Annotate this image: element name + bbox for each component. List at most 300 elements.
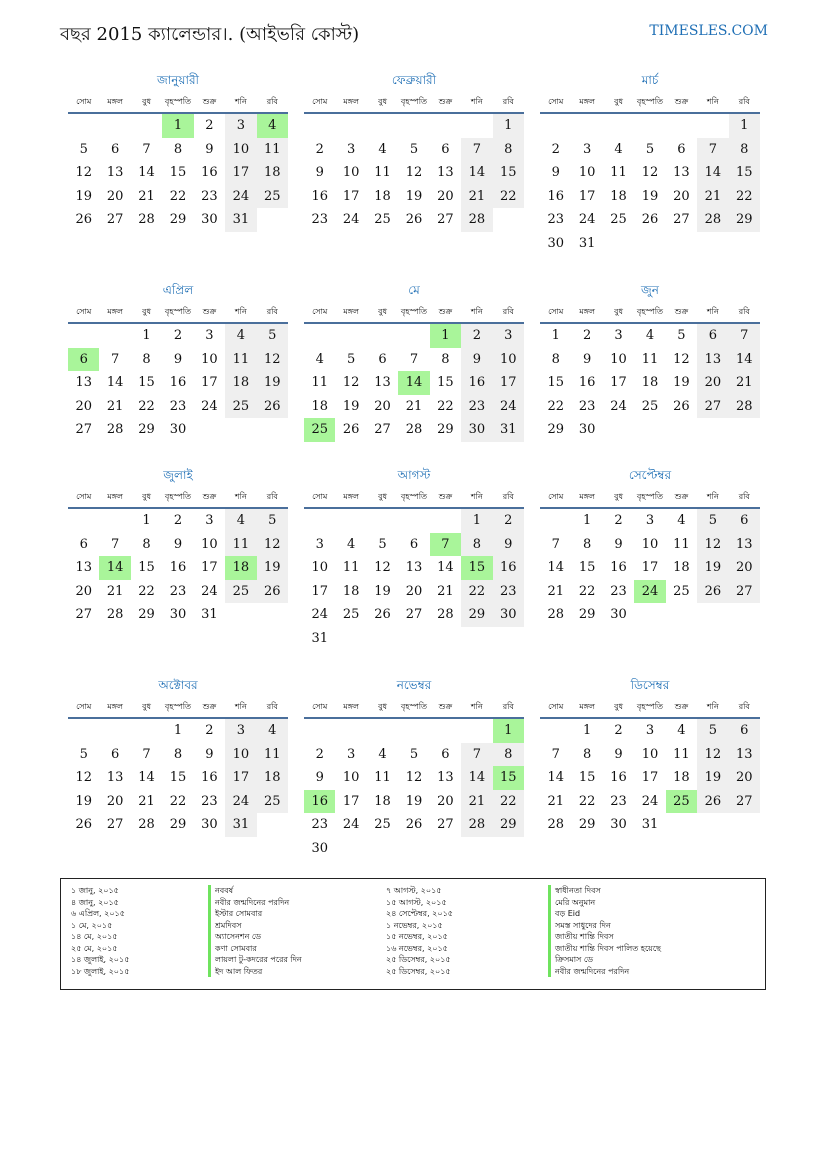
month-calendar bbox=[304, 463, 524, 650]
weekday-label: সোম bbox=[548, 702, 564, 711]
day-cell: 16 bbox=[311, 188, 328, 204]
day-cell: 5 bbox=[645, 141, 655, 157]
weekday-label: রবি bbox=[738, 307, 750, 316]
day-cell: 18 bbox=[641, 375, 659, 390]
weekday-label: শুক্র bbox=[674, 307, 689, 316]
day-cell: 28 bbox=[729, 395, 760, 419]
day-cell: 8 bbox=[582, 746, 592, 762]
day-cell: 25 bbox=[374, 817, 391, 832]
holiday-legend bbox=[60, 878, 766, 990]
weekday-label: শুক্র bbox=[438, 97, 453, 106]
empty-cell bbox=[697, 114, 728, 138]
day-cell: 7 bbox=[697, 138, 728, 162]
day-cell: 14 bbox=[138, 770, 155, 785]
day-cell: 4 bbox=[257, 719, 288, 743]
day-cell: 12 bbox=[673, 351, 690, 367]
empty-cell bbox=[367, 719, 398, 743]
empty-cell bbox=[335, 509, 366, 533]
weekday-label: শনি bbox=[470, 492, 483, 501]
holiday-day-cell: 7 bbox=[430, 533, 461, 557]
empty-cell bbox=[99, 324, 130, 348]
day-cell: 9 bbox=[614, 536, 623, 552]
weekday-label: শুক্র bbox=[202, 307, 217, 316]
day-cell: 30 bbox=[311, 840, 328, 856]
day-cell: 10 bbox=[201, 351, 218, 367]
holiday-date: ১ নভেম্বর, ২০১৫ bbox=[386, 920, 443, 930]
empty-cell bbox=[398, 509, 429, 533]
weekday-label: বুধ bbox=[378, 97, 388, 106]
day-cell: 7 bbox=[409, 351, 419, 367]
weekday-label: বুধ bbox=[614, 702, 624, 711]
day-cell: 18 bbox=[673, 770, 690, 785]
day-cell: 27 bbox=[437, 817, 454, 832]
day-cell: 28 bbox=[138, 212, 155, 227]
day-cell: 10 bbox=[311, 560, 328, 575]
day-cell: 7 bbox=[461, 138, 492, 162]
day-cell: 15 bbox=[169, 770, 187, 785]
weekday-label: বৃহস্পতি bbox=[400, 492, 428, 501]
day-cell: 21 bbox=[405, 398, 423, 414]
weekday-label: শুক্র bbox=[674, 702, 689, 711]
day-cell: 18 bbox=[225, 371, 256, 395]
day-cell: 17 bbox=[311, 583, 328, 599]
weekday-label: বৃহস্পতি bbox=[164, 307, 192, 316]
empty-cell bbox=[398, 114, 429, 138]
day-cell: 8 bbox=[493, 138, 524, 162]
day-cell: 28 bbox=[106, 607, 124, 622]
weekday-label: বৃহস্পতি bbox=[636, 492, 664, 501]
day-cell: 10 bbox=[225, 743, 256, 767]
weekday-label: বুধ bbox=[378, 492, 388, 501]
holiday-date: ১৮ জুলাই, ২০১৫ bbox=[71, 966, 130, 976]
month-name: অক্টোবর bbox=[158, 678, 198, 692]
day-cell: 15 bbox=[578, 560, 596, 575]
weekday-header bbox=[540, 487, 760, 509]
day-cell: 12 bbox=[257, 348, 288, 372]
weekday-header bbox=[68, 302, 288, 324]
holiday-date: ১ জানু, ২০১৫ bbox=[71, 886, 119, 895]
day-cell: 11 bbox=[673, 536, 690, 552]
holiday-day-cell: 1 bbox=[162, 114, 193, 138]
day-cell: 1 bbox=[729, 114, 760, 138]
day-cell: 17 bbox=[610, 375, 627, 390]
day-cell: 20 bbox=[106, 188, 124, 204]
weekday-label: মঙ্গল bbox=[579, 702, 595, 711]
day-cell: 26 bbox=[405, 817, 423, 832]
day-cell: 12 bbox=[75, 165, 92, 180]
day-cell: 13 bbox=[729, 533, 760, 557]
day-cell: 2 bbox=[461, 324, 492, 348]
day-cell: 1 bbox=[582, 513, 592, 528]
day-cell: 5 bbox=[257, 324, 288, 348]
empty-cell bbox=[540, 719, 571, 743]
weekday-label: শনি bbox=[470, 97, 483, 106]
day-cell: 7 bbox=[551, 536, 560, 552]
weekday-label: মঙ্গল bbox=[107, 97, 123, 106]
day-cell: 13 bbox=[374, 375, 391, 390]
day-cell: 29 bbox=[493, 813, 524, 837]
day-cell: 30 bbox=[169, 422, 187, 437]
day-cell: 20 bbox=[374, 398, 391, 414]
day-cell: 7 bbox=[729, 324, 760, 348]
month-calendar bbox=[540, 463, 760, 627]
empty-cell bbox=[540, 114, 571, 138]
day-cell: 11 bbox=[673, 746, 690, 762]
day-cell: 26 bbox=[697, 580, 728, 604]
day-cell: 23 bbox=[169, 398, 187, 414]
day-cell: 5 bbox=[79, 746, 88, 762]
day-grid bbox=[304, 509, 524, 650]
weekday-label: রবি bbox=[266, 702, 278, 711]
day-cell: 9 bbox=[614, 746, 623, 762]
month-calendar bbox=[68, 673, 288, 837]
day-cell: 6 bbox=[441, 746, 450, 762]
day-cell: 9 bbox=[493, 533, 524, 557]
month-calendar bbox=[540, 68, 760, 255]
day-cell: 27 bbox=[697, 395, 728, 419]
month-name: জুন bbox=[641, 283, 659, 297]
holiday-name: স্বাধীনতা দিবস bbox=[548, 885, 661, 897]
day-cell: 9 bbox=[582, 351, 592, 367]
day-cell: 2 bbox=[315, 746, 324, 762]
site-link[interactable]: TIMESLES.COM bbox=[649, 23, 768, 39]
day-cell: 30 bbox=[461, 418, 492, 442]
day-cell: 22 bbox=[547, 398, 564, 414]
weekday-label: বুধ bbox=[614, 97, 624, 106]
weekday-label: বুধ bbox=[142, 307, 152, 316]
weekday-header bbox=[540, 302, 760, 324]
day-cell: 17 bbox=[641, 770, 659, 785]
day-cell: 4 bbox=[645, 328, 655, 343]
month-name: ফেব্রুয়ারী bbox=[391, 73, 437, 87]
day-cell: 24 bbox=[225, 185, 256, 209]
day-cell: 14 bbox=[437, 560, 454, 575]
holiday-date: ১ মে, ২০১৫ bbox=[71, 920, 113, 930]
day-cell: 31 bbox=[201, 607, 218, 622]
day-cell: 16 bbox=[547, 188, 564, 204]
holiday-day-cell: 15 bbox=[461, 556, 492, 580]
day-cell: 10 bbox=[641, 536, 659, 552]
weekday-label: মঙ্গল bbox=[107, 492, 123, 501]
weekday-label: মঙ্গল bbox=[343, 307, 359, 316]
day-cell: 2 bbox=[173, 513, 183, 528]
day-cell: 12 bbox=[697, 743, 728, 767]
day-cell: 16 bbox=[201, 770, 218, 785]
day-cell: 25 bbox=[257, 790, 288, 814]
day-cell: 11 bbox=[257, 743, 288, 767]
day-cell: 11 bbox=[257, 138, 288, 162]
weekday-label: মঙ্গল bbox=[107, 702, 123, 711]
weekday-label: রবি bbox=[266, 492, 278, 501]
day-cell: 24 bbox=[610, 398, 627, 414]
day-cell: 5 bbox=[79, 141, 88, 157]
day-cell: 28 bbox=[138, 817, 155, 832]
empty-cell bbox=[367, 509, 398, 533]
holiday-date: ১৬ নভেম্বর, ২০১৫ bbox=[386, 943, 448, 953]
day-cell: 8 bbox=[551, 351, 560, 367]
day-cell: 18 bbox=[311, 398, 328, 414]
day-cell: 30 bbox=[578, 422, 596, 437]
day-cell: 5 bbox=[697, 509, 728, 533]
day-cell: 22 bbox=[729, 185, 760, 209]
weekday-label: মঙ্গল bbox=[343, 492, 359, 501]
day-cell: 28 bbox=[547, 817, 564, 832]
weekday-header bbox=[304, 302, 524, 324]
day-cell: 23 bbox=[493, 580, 524, 604]
month-name: জুলাই bbox=[163, 468, 193, 482]
day-grid bbox=[540, 114, 760, 255]
day-cell: 14 bbox=[138, 165, 155, 180]
holiday-name: বড় Eid bbox=[548, 908, 661, 920]
empty-cell bbox=[68, 719, 99, 743]
day-cell: 10 bbox=[610, 351, 627, 367]
day-cell: 26 bbox=[257, 580, 288, 604]
day-cell: 21 bbox=[461, 185, 492, 209]
day-cell: 4 bbox=[677, 723, 686, 738]
day-cell: 16 bbox=[578, 375, 596, 390]
holiday-name: নবীর জন্মদিনের পরদিন bbox=[208, 897, 302, 909]
weekday-label: শনি bbox=[234, 702, 247, 711]
day-cell: 20 bbox=[106, 793, 124, 809]
weekday-label: বুধ bbox=[614, 492, 624, 501]
holiday-day-cell: 14 bbox=[99, 556, 130, 580]
day-cell: 22 bbox=[138, 583, 155, 599]
day-cell: 13 bbox=[673, 165, 690, 180]
day-cell: 23 bbox=[201, 793, 218, 809]
month-calendar bbox=[540, 278, 760, 442]
day-cell: 27 bbox=[729, 580, 760, 604]
day-cell: 24 bbox=[342, 212, 360, 227]
day-grid bbox=[68, 719, 288, 837]
month-name: সেপ্টেম্বর bbox=[628, 468, 672, 482]
holiday-day-cell: 1 bbox=[430, 324, 461, 348]
day-cell: 29 bbox=[169, 212, 187, 227]
empty-cell bbox=[99, 509, 130, 533]
empty-cell bbox=[68, 509, 99, 533]
day-cell: 27 bbox=[729, 790, 760, 814]
month-name: জানুয়ারী bbox=[157, 73, 199, 87]
holiday-name: নবীর জন্মদিনের পরদিন bbox=[548, 966, 661, 978]
month-name: আগস্ট bbox=[397, 468, 431, 482]
day-cell: 29 bbox=[578, 817, 596, 832]
day-cell: 9 bbox=[173, 351, 183, 367]
day-cell: 14 bbox=[547, 770, 564, 785]
empty-cell bbox=[131, 114, 162, 138]
day-cell: 13 bbox=[437, 165, 454, 180]
day-cell: 14 bbox=[461, 766, 492, 790]
day-cell: 10 bbox=[493, 348, 524, 372]
day-cell: 25 bbox=[225, 395, 256, 419]
day-cell: 24 bbox=[201, 398, 218, 414]
day-cell: 23 bbox=[610, 793, 627, 809]
day-cell: 26 bbox=[641, 212, 659, 227]
day-cell: 27 bbox=[374, 422, 391, 437]
day-cell: 4 bbox=[346, 536, 356, 552]
day-cell: 5 bbox=[677, 328, 686, 343]
day-cell: 6 bbox=[110, 141, 120, 157]
day-cell: 19 bbox=[641, 188, 659, 204]
day-cell: 14 bbox=[461, 161, 492, 185]
day-cell: 2 bbox=[205, 723, 214, 738]
day-cell: 24 bbox=[493, 395, 524, 419]
day-cell: 19 bbox=[75, 793, 92, 809]
holiday-name: সমস্ত সাধুদের দিন bbox=[548, 920, 661, 932]
weekday-label: বুধ bbox=[614, 307, 624, 316]
day-cell: 9 bbox=[315, 165, 324, 180]
weekday-label: শুক্র bbox=[438, 307, 453, 316]
holiday-date: ২৫ ডিসেম্বর, ২০১৫ bbox=[386, 955, 451, 964]
day-cell: 6 bbox=[677, 141, 686, 157]
day-cell: 8 bbox=[441, 351, 450, 367]
month-calendar bbox=[540, 673, 760, 837]
day-cell: 19 bbox=[673, 375, 690, 390]
day-cell: 7 bbox=[461, 743, 492, 767]
month-calendar bbox=[304, 673, 524, 860]
weekday-label: শুক্র bbox=[202, 702, 217, 711]
month-name: মে bbox=[408, 283, 420, 297]
weekday-label: বৃহস্পতি bbox=[164, 97, 192, 106]
holiday-date: ২৫ মে, ২০১৫ bbox=[71, 943, 118, 953]
day-cell: 25 bbox=[610, 212, 627, 227]
holiday-name: ক্রিসমাস ডে bbox=[548, 954, 661, 966]
weekday-label: মঙ্গল bbox=[579, 307, 595, 316]
day-cell: 5 bbox=[409, 746, 419, 762]
day-grid bbox=[304, 719, 524, 860]
day-cell: 6 bbox=[729, 719, 760, 743]
empty-cell bbox=[335, 719, 366, 743]
weekday-header bbox=[304, 92, 524, 114]
day-cell: 12 bbox=[641, 165, 659, 180]
holiday-name: শ্রমদিবস bbox=[208, 920, 302, 932]
day-cell: 28 bbox=[461, 813, 492, 837]
day-cell: 22 bbox=[169, 188, 187, 204]
day-cell: 3 bbox=[225, 719, 256, 743]
empty-cell bbox=[461, 719, 492, 743]
day-cell: 18 bbox=[257, 161, 288, 185]
empty-cell bbox=[430, 719, 461, 743]
day-cell: 23 bbox=[311, 212, 328, 227]
empty-cell bbox=[131, 719, 162, 743]
day-cell: 10 bbox=[641, 746, 659, 762]
weekday-label: বুধ bbox=[142, 492, 152, 501]
day-cell: 29 bbox=[461, 603, 492, 627]
day-cell: 20 bbox=[729, 556, 760, 580]
day-cell: 7 bbox=[110, 536, 120, 552]
day-cell: 16 bbox=[169, 560, 187, 575]
day-cell: 4 bbox=[225, 324, 256, 348]
day-cell: 11 bbox=[225, 348, 256, 372]
day-cell: 27 bbox=[75, 422, 92, 437]
weekday-label: সোম bbox=[312, 97, 328, 106]
day-cell: 7 bbox=[142, 746, 151, 762]
day-cell: 2 bbox=[614, 723, 623, 738]
empty-cell bbox=[634, 114, 665, 138]
day-cell: 17 bbox=[641, 560, 659, 575]
weekday-label: রবি bbox=[738, 702, 750, 711]
day-cell: 12 bbox=[697, 533, 728, 557]
day-cell: 22 bbox=[138, 398, 155, 414]
weekday-label: মঙ্গল bbox=[579, 492, 595, 501]
weekday-label: মঙ্গল bbox=[107, 307, 123, 316]
day-cell: 19 bbox=[697, 766, 728, 790]
day-cell: 27 bbox=[437, 212, 454, 227]
empty-cell bbox=[367, 324, 398, 348]
day-cell: 31 bbox=[225, 208, 256, 232]
weekday-label: বৃহস্পতি bbox=[164, 492, 192, 501]
day-grid bbox=[540, 719, 760, 837]
weekday-label: শুক্র bbox=[674, 97, 689, 106]
day-cell: 22 bbox=[461, 580, 492, 604]
empty-cell bbox=[666, 114, 697, 138]
day-cell: 11 bbox=[311, 375, 328, 390]
day-cell: 8 bbox=[729, 138, 760, 162]
weekday-label: শনি bbox=[706, 97, 719, 106]
empty-cell bbox=[68, 324, 99, 348]
day-cell: 12 bbox=[342, 375, 360, 390]
holiday-day-cell: 18 bbox=[225, 556, 256, 580]
empty-cell bbox=[430, 114, 461, 138]
day-cell: 5 bbox=[346, 351, 356, 367]
day-cell: 3 bbox=[205, 328, 214, 343]
day-cell: 2 bbox=[315, 141, 324, 157]
day-cell: 22 bbox=[493, 790, 524, 814]
day-cell: 17 bbox=[201, 560, 218, 575]
day-cell: 26 bbox=[75, 817, 92, 832]
weekday-label: রবি bbox=[502, 702, 514, 711]
day-cell: 11 bbox=[610, 165, 627, 180]
day-cell: 13 bbox=[437, 770, 454, 785]
day-cell: 16 bbox=[610, 770, 627, 785]
weekday-label: সোম bbox=[76, 97, 92, 106]
holiday-name: ইস্টার সোমবার bbox=[208, 908, 302, 920]
weekday-label: শুক্র bbox=[674, 492, 689, 501]
weekday-label: সোম bbox=[312, 307, 328, 316]
day-cell: 21 bbox=[138, 188, 155, 204]
weekday-label: রবি bbox=[266, 307, 278, 316]
day-cell: 1 bbox=[142, 513, 151, 528]
weekday-label: শুক্র bbox=[202, 492, 217, 501]
day-cell: 6 bbox=[697, 324, 728, 348]
holiday-name: লায়লা টু-কদরের পরের দিন bbox=[208, 954, 302, 966]
empty-cell bbox=[430, 509, 461, 533]
weekday-header bbox=[304, 487, 524, 509]
day-cell: 3 bbox=[205, 513, 214, 528]
day-cell: 11 bbox=[225, 533, 256, 557]
day-cell: 20 bbox=[697, 371, 728, 395]
weekday-header bbox=[540, 697, 760, 719]
day-cell: 19 bbox=[405, 793, 423, 809]
weekday-header bbox=[68, 92, 288, 114]
day-cell: 4 bbox=[378, 746, 387, 762]
day-cell: 17 bbox=[342, 188, 360, 204]
weekday-label: শুক্র bbox=[202, 97, 217, 106]
day-cell: 13 bbox=[729, 743, 760, 767]
day-cell: 10 bbox=[578, 165, 596, 180]
empty-cell bbox=[571, 114, 602, 138]
day-cell: 3 bbox=[645, 513, 655, 528]
holiday-name: নববর্ষ bbox=[208, 885, 302, 897]
weekday-label: বুধ bbox=[142, 97, 152, 106]
day-cell: 14 bbox=[547, 560, 564, 575]
day-cell: 19 bbox=[75, 188, 92, 204]
day-cell: 20 bbox=[437, 793, 454, 809]
month-calendar bbox=[304, 68, 524, 232]
day-cell: 13 bbox=[405, 560, 423, 575]
page-title: বছর 2015 ক্যালেন্ডার।. (আইভরি কোস্ট) bbox=[60, 24, 360, 45]
day-cell: 4 bbox=[378, 141, 387, 157]
day-cell: 15 bbox=[138, 560, 155, 575]
empty-cell bbox=[304, 719, 335, 743]
